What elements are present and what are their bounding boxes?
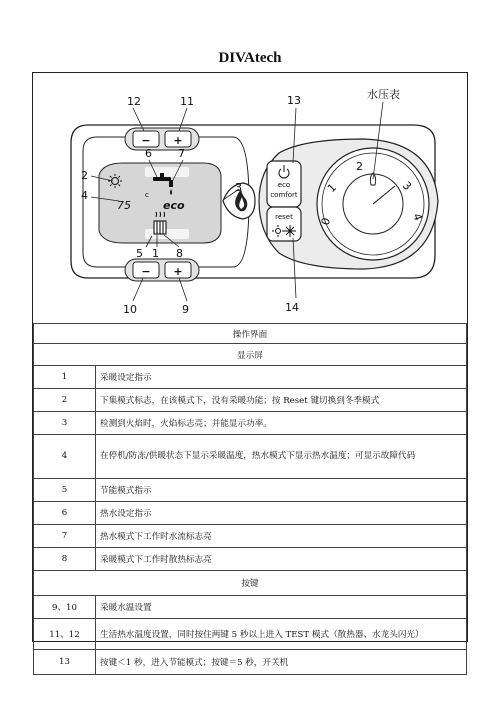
gauge-tick-3: 3 bbox=[399, 178, 415, 194]
callout-10: 10 bbox=[123, 303, 137, 316]
reset-label: reset bbox=[275, 213, 293, 221]
temperature-unit: c bbox=[145, 191, 149, 199]
callout-13: 13 bbox=[287, 94, 301, 107]
gauge-tick-4: 4 bbox=[410, 211, 425, 223]
row-number: 9、10 bbox=[34, 596, 96, 619]
table-row bbox=[34, 412, 467, 435]
callout-14: 14 bbox=[285, 301, 299, 314]
callout-3: 3 bbox=[235, 181, 242, 194]
lower-button-pair bbox=[125, 259, 199, 281]
row-number: 1 bbox=[34, 366, 96, 389]
callout-4: 4 bbox=[81, 189, 88, 202]
table-row bbox=[34, 525, 467, 548]
callout-6: 6 bbox=[145, 147, 152, 160]
table-row bbox=[34, 502, 467, 525]
table-row bbox=[34, 548, 467, 571]
row-number: 13 bbox=[34, 650, 96, 675]
callout-5: 5 bbox=[136, 247, 143, 260]
pressure-gauge bbox=[317, 87, 429, 260]
control-panel-diagram bbox=[33, 73, 467, 323]
row-description: 采暖模式下工作时散热标志亮 bbox=[96, 548, 467, 571]
row-number: 5 bbox=[34, 479, 96, 502]
minus-symbol-bottom: − bbox=[141, 265, 151, 278]
row-description: 下集模式标志，在该模式下，没有采暖功能；按 Reset 键切换到冬季模式 bbox=[96, 389, 467, 412]
row-description: 热水设定指示 bbox=[96, 502, 467, 525]
table-caption: 操作界面 bbox=[34, 324, 467, 344]
table-row bbox=[34, 435, 467, 479]
row-description: 按键＜1 秒，进入节能模式；按键＝5 秒，开关机 bbox=[96, 650, 467, 675]
callout-8: 8 bbox=[176, 247, 183, 260]
callout-12: 12 bbox=[127, 95, 141, 108]
gauge-tick-1: 1 bbox=[324, 180, 340, 196]
row-number: 4 bbox=[34, 435, 96, 479]
table-row bbox=[34, 366, 467, 389]
callout-11: 11 bbox=[180, 95, 194, 108]
plus-symbol-bottom: + bbox=[173, 265, 183, 278]
gauge-label: 水压表 bbox=[367, 88, 400, 101]
minus-symbol-top: − bbox=[141, 134, 151, 147]
row-description: 热水模式下工作时水流标志亮 bbox=[96, 525, 467, 548]
table-row bbox=[34, 596, 467, 619]
callout-1: 1 bbox=[152, 247, 159, 260]
plus-symbol-top: + bbox=[173, 134, 183, 147]
callout-2: 2 bbox=[81, 169, 88, 182]
table-row bbox=[34, 389, 467, 412]
spec-table bbox=[33, 323, 467, 675]
row-description: 采暖水温设置 bbox=[96, 596, 467, 619]
row-number: 3 bbox=[34, 412, 96, 435]
spec-frame bbox=[32, 72, 468, 668]
row-description: 在停机/防冻/供暖状态下显示采暖温度，热水模式下显示热水温度；可显示故障代码 bbox=[96, 435, 467, 479]
gauge-tick-2: 2 bbox=[356, 160, 363, 173]
table-row bbox=[34, 619, 467, 650]
eco-label: eco bbox=[277, 181, 291, 189]
row-number: 11、12 bbox=[34, 619, 96, 650]
callout-9: 9 bbox=[182, 303, 189, 316]
row-description: 检测到火焰时，火焰标志亮；并能显示功率。 bbox=[96, 412, 467, 435]
row-description: 节能模式指示 bbox=[96, 479, 467, 502]
table-row bbox=[34, 650, 467, 675]
document-title: DIVAtech bbox=[218, 50, 282, 66]
eco-indicator: eco bbox=[163, 199, 185, 212]
row-number: 6 bbox=[34, 502, 96, 525]
row-description: 生活热水温度设置，同时按住两键 5 秒以上进入 TEST 模式（散热器、水龙头闪光） bbox=[96, 619, 467, 650]
table-row bbox=[34, 479, 467, 502]
lcd-display bbox=[99, 163, 221, 243]
section-header-keys: 按键 bbox=[34, 571, 467, 596]
callout-7: 7 bbox=[178, 147, 185, 160]
row-description: 采暖设定指示 bbox=[96, 366, 467, 389]
section-header-display: 显示屏 bbox=[34, 344, 467, 366]
temperature-reading: 75 bbox=[117, 199, 131, 212]
row-number: 7 bbox=[34, 525, 96, 548]
upper-button-pair bbox=[125, 128, 199, 150]
row-number: 8 bbox=[34, 548, 96, 571]
comfort-label: comfort bbox=[270, 191, 298, 199]
row-number: 2 bbox=[34, 389, 96, 412]
gauge-tick-0: 0 bbox=[318, 216, 334, 228]
